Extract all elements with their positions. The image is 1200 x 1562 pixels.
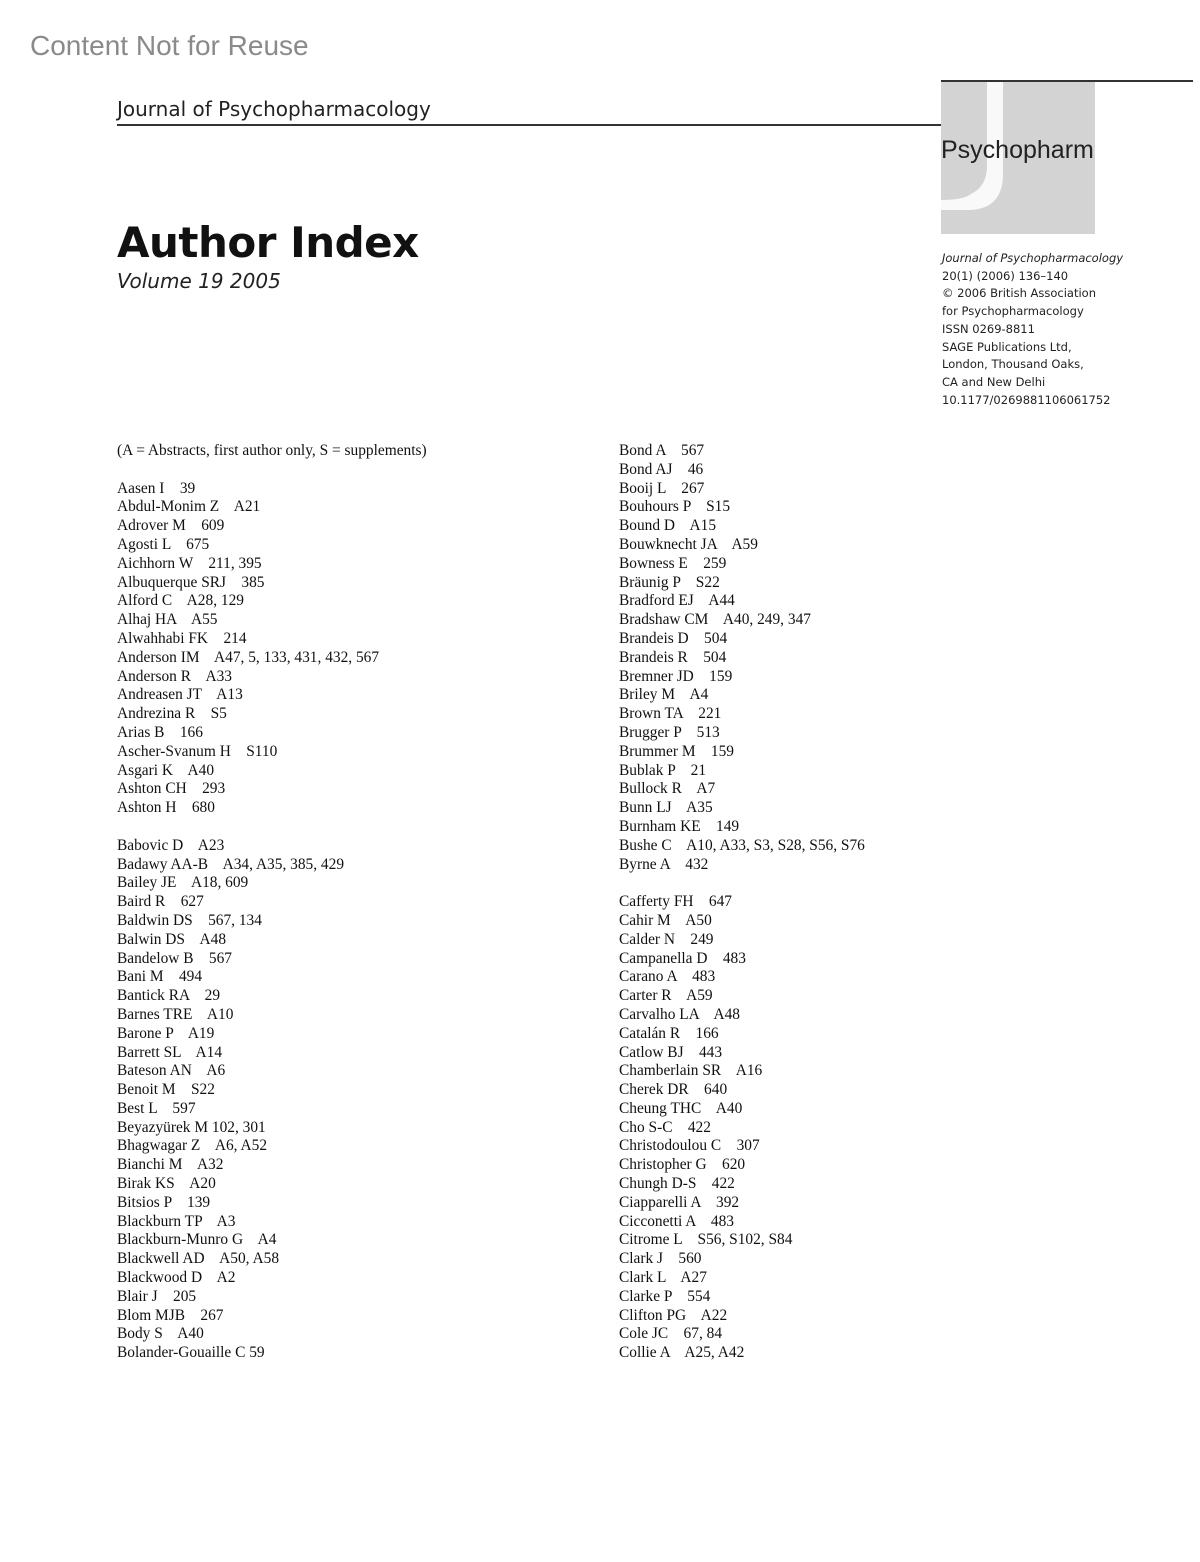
index-entry: Abdul-Monim Z A21 (117, 498, 261, 516)
index-entry: Beyazyürek M 102, 301 (117, 1118, 266, 1136)
index-entry: Cahir M A50 (619, 911, 712, 929)
pub-publisher: SAGE Publications Ltd, (942, 339, 1072, 354)
pub-copyright: for Psychopharmacology (942, 304, 1084, 319)
index-entry: Bowness E 259 (619, 554, 727, 572)
pub-journal: Journal of Psychopharmacology (942, 251, 1124, 265)
index-entry: Clifton PG A22 (619, 1306, 728, 1324)
index-entry: Blackburn TP A3 (117, 1212, 236, 1230)
index-entry: Catlow BJ 443 (619, 1043, 723, 1061)
index-entry: Clark J 560 (619, 1250, 702, 1268)
index-entry: Body S A40 (117, 1325, 204, 1343)
index-entry: Bunn LJ A35 (619, 799, 713, 817)
pub-issn: ISSN 0269-8811 (942, 321, 1035, 336)
index-entry: Cafferty FH 647 (619, 893, 732, 911)
index-entry: Bandelow B 567 (117, 949, 232, 967)
index-entry: Andrezina R S5 (117, 705, 227, 723)
index-entry: Bullock R A7 (619, 780, 716, 798)
index-entry: Birak KS A20 (117, 1175, 216, 1193)
index-entry: Best L 597 (117, 1099, 196, 1117)
index-entry: Bitsios P 139 (117, 1193, 211, 1211)
index-entry: Blackburn-Munro G A4 (117, 1231, 277, 1249)
index-entry: Bani M 494 (117, 968, 203, 986)
watermark: Content Not for Reuse (30, 30, 309, 61)
index-entry: Ashton H 680 (117, 799, 215, 817)
index-entry: Bushe C A10, A33, S3, S28, S56, S76 (619, 836, 865, 854)
page-title: Author Index (117, 218, 419, 267)
group-spacer (117, 818, 597, 837)
index-entry: Anderson IM A47, 5, 133, 431, 432, 567 (117, 648, 380, 666)
index-entry: Brandeis R 504 (619, 648, 727, 666)
index-entry: Andreasen JT A13 (117, 686, 243, 704)
index-entry: Calder N 249 (619, 930, 714, 948)
pub-doi: 10.1177/0269881106061752 (942, 392, 1111, 407)
index-entry: Bianchi M A32 (117, 1156, 224, 1174)
index-entry: Agosti L 675 (117, 535, 210, 553)
index-entry: Bhagwagar Z A6, A52 (117, 1137, 268, 1155)
index-entry: Albuquerque SRJ 385 (117, 573, 265, 591)
index-entry: Bailey JE A18, 609 (117, 874, 249, 892)
index-entry: Byrne A 432 (619, 855, 709, 873)
index-entry: Christopher G 620 (619, 1156, 746, 1174)
index-entry: Campanella D 483 (619, 949, 746, 967)
index-entry: Citrome L S56, S102, S84 (619, 1231, 793, 1249)
index-legend: (A = Abstracts, first author only, S = supplements) (117, 442, 427, 459)
index-entry: Barrett SL A14 (117, 1043, 223, 1061)
index-entry: Ciapparelli A 392 (619, 1193, 740, 1211)
index-entry: Blackwood D A2 (117, 1269, 236, 1287)
pub-publisher: CA and New Delhi (942, 374, 1046, 389)
index-entry: Carvalho LA A48 (619, 1005, 740, 1023)
index-column-left (117, 442, 597, 1363)
index-entry: Anderson R A33 (117, 667, 233, 685)
index-entry: Baird R 627 (117, 893, 204, 911)
index-entry: Baldwin DS 567, 134 (117, 911, 262, 929)
index-entry: Blackwell AD A50, A58 (117, 1250, 280, 1268)
index-entry: Ashton CH 293 (117, 780, 226, 798)
index-column-right (619, 442, 1159, 1363)
index-entry: Bremner JD 159 (619, 667, 733, 685)
index-entry: Brandeis D 504 (619, 629, 728, 647)
index-entry: Balwin DS A48 (117, 930, 227, 948)
index-entry: Carano A 483 (619, 968, 716, 986)
index-entry: Ascher-Svanum H S110 (117, 742, 278, 760)
index-entry: Bantick RA 29 (117, 987, 221, 1005)
index-entry: Clark L A27 (619, 1269, 707, 1287)
logo-text: Psychopharm (941, 136, 1094, 164)
index-entry: Cheung THC A40 (619, 1099, 743, 1117)
index-entry: Clarke P 554 (619, 1287, 711, 1305)
index-entry: Carter R A59 (619, 987, 713, 1005)
index-entry: Benoit M S22 (117, 1081, 215, 1099)
index-entry: Collie A A25, A42 (619, 1344, 745, 1362)
index-entry: Blom MJB 267 (117, 1306, 224, 1324)
index-entry: Chungh D-S 422 (619, 1175, 735, 1193)
index-entry: Arias B 166 (117, 723, 203, 741)
index-entry: Bublak P 21 (619, 761, 707, 779)
index-entry: Burnham KE 149 (619, 817, 740, 835)
index-entry: Aasen I 39 (117, 479, 196, 497)
pub-copyright: © 2006 British Association (942, 286, 1097, 301)
index-entry: Cho S-C 422 (619, 1118, 711, 1136)
index-entry: Bolander-Gouaille C 59 (117, 1344, 265, 1362)
index-entry: Adrover M 609 (117, 517, 225, 535)
index-entry: Babovic D A23 (117, 836, 225, 854)
index-entry: Blair J 205 (117, 1287, 197, 1305)
index-entry: Aichhorn W 211, 395 (117, 554, 262, 572)
index-entry: Bradshaw CM A40, 249, 347 (619, 611, 811, 629)
index-entry: Catalán R 166 (619, 1024, 719, 1042)
index-entry: Christodoulou C 307 (619, 1137, 760, 1155)
index-entry: Bound D A15 (619, 517, 717, 535)
page-subtitle: Volume 19 2005 (117, 269, 281, 293)
index-entry: Barnes TRE A10 (117, 1005, 234, 1023)
index-entry: Bouhours P S15 (619, 498, 731, 516)
index-entry: Brugger P 513 (619, 723, 720, 741)
group-spacer (619, 874, 1159, 893)
index-entry: Asgari K A40 (117, 761, 215, 779)
index-entry: Alford C A28, 129 (117, 592, 244, 610)
pub-issue: 20(1) (2006) 136–140 (942, 268, 1069, 283)
index-entry: Cicconetti A 483 (619, 1212, 734, 1230)
index-entry: Cole JC 67, 84 (619, 1325, 723, 1343)
index-entry: Alwahhabi FK 214 (117, 629, 247, 647)
index-entry: Alhaj HA A55 (117, 611, 218, 629)
index-entry: Briley M A4 (619, 686, 709, 704)
index-entry: Chamberlain SR A16 (619, 1062, 763, 1080)
index-entry: Bond A 567 (619, 442, 705, 459)
index-entry: Brown TA 221 (619, 705, 722, 723)
journal-header: Journal of Psychopharmacology (117, 97, 431, 121)
pub-publisher: London, Thousand Oaks, (942, 357, 1084, 372)
publication-info (942, 250, 1192, 409)
index-entry: Brummer M 159 (619, 742, 734, 760)
index-entry: Bateson AN A6 (117, 1062, 226, 1080)
index-entry: Bouwknecht JA A59 (619, 535, 758, 553)
index-entry: Barone P A19 (117, 1024, 215, 1042)
index-entry: Bond AJ 46 (619, 460, 704, 478)
index-entry: Booij L 267 (619, 479, 705, 497)
index-entry: Bräunig P S22 (619, 573, 720, 591)
index-entry: Bradford EJ A44 (619, 592, 735, 610)
index-entry: Badawy AA-B A34, A35, 385, 429 (117, 855, 345, 873)
header-rule (117, 124, 943, 126)
index-entry: Cherek DR 640 (619, 1081, 728, 1099)
spacer (117, 461, 597, 480)
